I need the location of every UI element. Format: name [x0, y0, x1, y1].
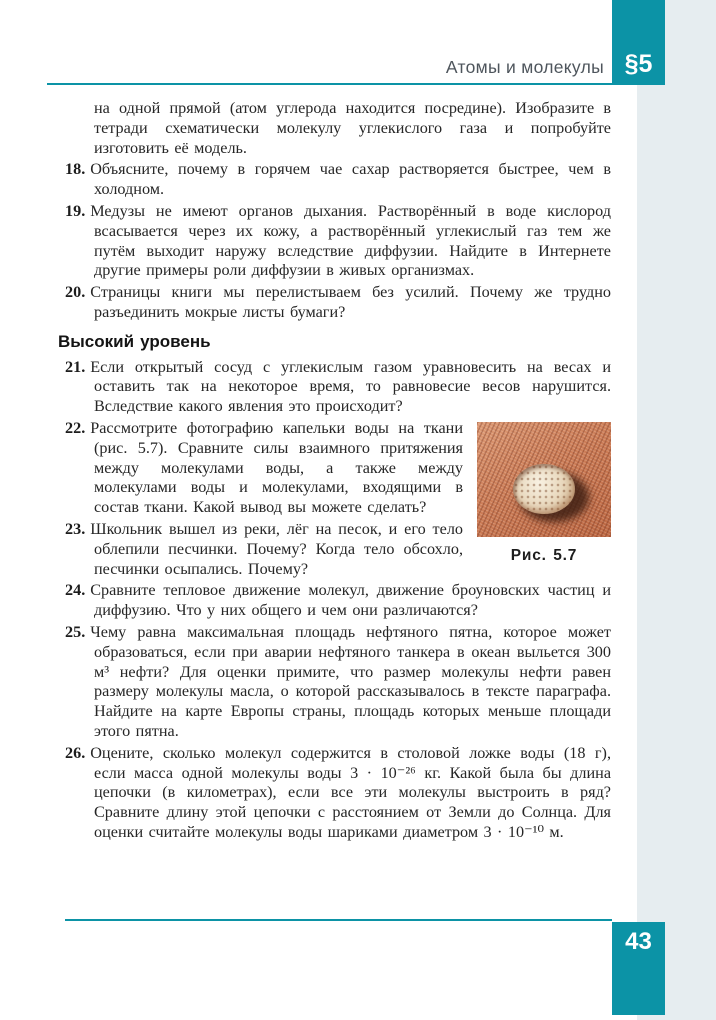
question-text: Оцените, сколько молекул содержится в столовой ложке воды (18 г), если масса одной молекулы воды 3 · 10⁻²⁶ кг. Какой была бы длина цепочки (в километрах), если все эти молекулы выстроить в ряд? Сравните длину этой цепочки с расстоянием от Земли до Солнца. Для оценки считайте молекулы воды шариками диаметром 3 · 10⁻¹⁰ м.: [90, 743, 611, 841]
water-droplet: [513, 464, 575, 514]
question-text: Рассмотрите фотографию капельки воды на ткани (рис. 5.7). Сравните силы взаимного притяжения между молекулами воды, а также между молекулами воды и молекулами, входящими в состав ткани. Какой вывод вы можете сделать?: [90, 418, 463, 517]
question-item-20: [65, 283, 611, 323]
questions-content: [58, 99, 611, 845]
question-text: Школьник вышел из реки, лёг на песок, и его тело облепили песчинки. Почему? Когда тело обсохло, песчинки осыпались. Почему?: [90, 519, 463, 578]
header-rule: [47, 83, 612, 85]
question-number: 19.: [65, 201, 86, 220]
section-badge-label: §5: [624, 50, 653, 78]
question-item-21: [65, 358, 611, 417]
question-number: 20.: [65, 283, 86, 302]
question-item-24: [65, 581, 611, 621]
question-text: Страницы книги мы перелистываем без усилий. Почему же трудно разъединить мокрые листы бумаги?: [90, 283, 611, 321]
question-text: Если открытый сосуд с углекислым газом уравновесить на весах и оставить так на некоторое время, то равновесие весов нарушится. Вследствие какого явления это происходит?: [90, 357, 611, 416]
section-badge: [612, 0, 665, 85]
question-item-25: [65, 623, 611, 742]
question-text: Чему равна максимальная площадь нефтяного пятна, которое может образоваться, если при аварии нефтяного танкера в океан выльется 300 м³ нефти? Для оценки примите, что размер молекулы нефти равен размеру молекулы масла, о которой рассказывалось в тексте параграфа. Найдите на карте Европы страны, площадь которых меньше площади этого пятна.: [90, 622, 611, 740]
question-number: 23.: [65, 519, 86, 538]
chapter-title: Атомы и молекулы: [445, 57, 604, 77]
figure-text-wrap: [65, 419, 611, 579]
page-number-badge: [612, 922, 665, 1015]
question-number: 24.: [65, 581, 86, 600]
question-number: 22.: [65, 418, 86, 437]
footer-rule: [65, 919, 612, 921]
question-item-19: [65, 202, 611, 281]
advanced-level-heading: Высокий уровень: [58, 331, 211, 351]
question-item-18: [65, 160, 611, 200]
question-text: Объясните, почему в горячем чае сахар растворяется быстрее, чем в холодном.: [90, 160, 611, 199]
question-number: 25.: [65, 622, 86, 641]
question-text: Сравните тепловое движение молекул, движение броуновских частиц и диффузию. Что у них общего и чем они различаются?: [90, 581, 611, 620]
intro-paragraph: на одной прямой (атом углерода находится посредине). Изобразите в тетради схематически молекулу углекислого газа и попробуйте изготовить её модель.: [94, 99, 611, 157]
question-number: 21.: [65, 357, 86, 376]
question-item-26: [65, 744, 611, 843]
water-droplet-photo: [477, 422, 611, 537]
question-number: 18.: [65, 160, 86, 179]
figure-5-7: [477, 422, 611, 566]
figure-caption: Рис. 5.7: [510, 546, 578, 564]
question-text: Медузы не имеют органов дыхания. Растворённый в воде кислород всасывается через их кожу, а растворённый углекислый газ тем же путём выходит наружу вследствие диффузии. Найдите в Интернете другие примеры роли диффузии в живых организмах.: [90, 201, 611, 280]
page-number: 43: [625, 928, 652, 955]
question-number: 26.: [65, 743, 86, 762]
